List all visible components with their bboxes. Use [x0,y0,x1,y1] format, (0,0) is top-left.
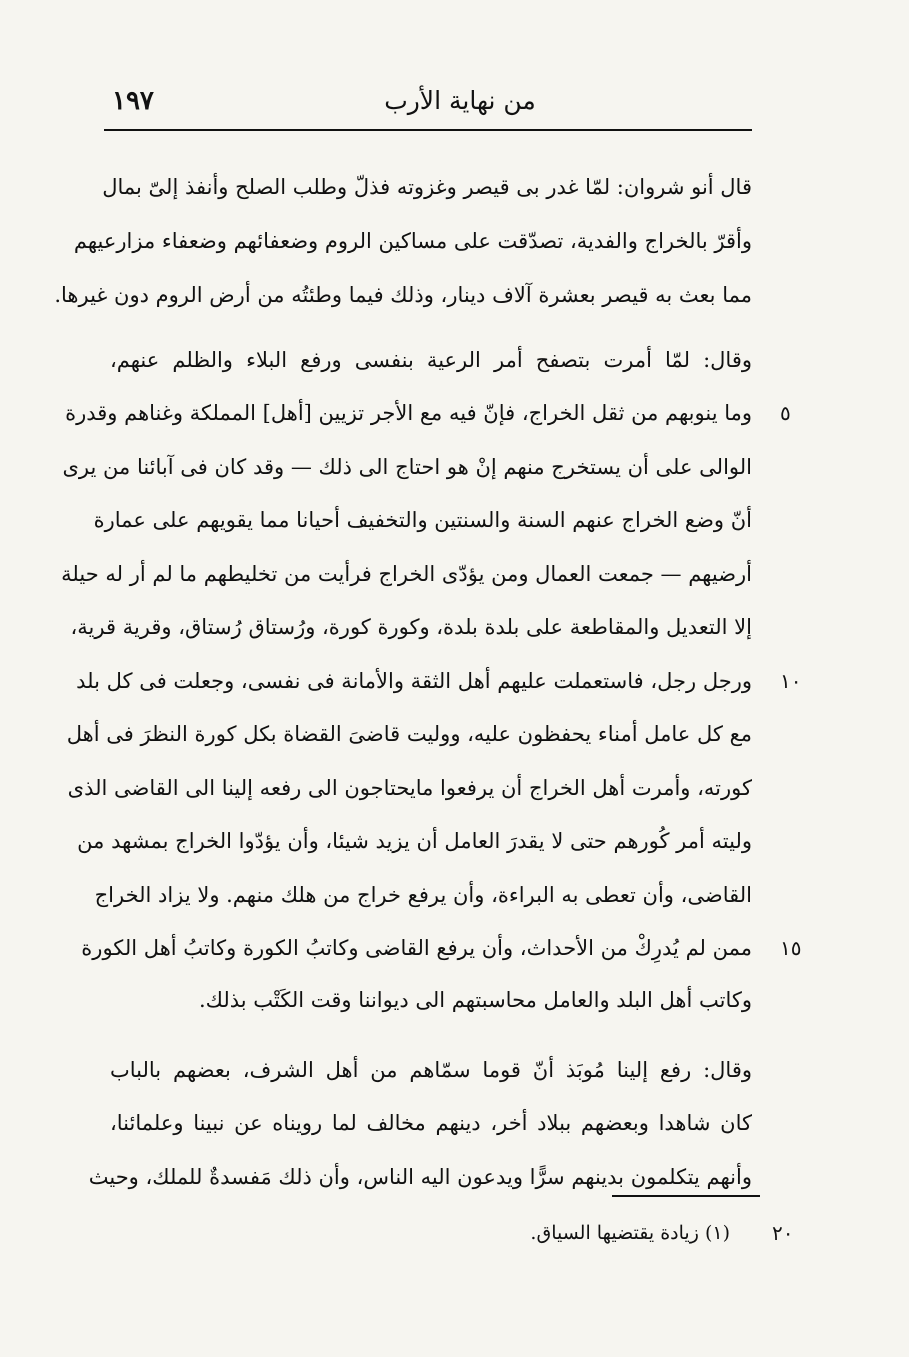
margin-line-number: ١٠ [780,669,802,693]
page-number: ١٩٧ [112,86,154,116]
text-line: وليته أمر كُورهم حتى لا يقدرَ العامل أن يزيد شيئا، وأن يؤدّوا الخراج بمشهد من [77,829,752,853]
footnote [400,1218,730,1248]
text-line: الوالى على أن يستخرج منهم إنْ هو احتاج الى ذلك — وقد كان فى آبائنا من يرى [62,455,752,479]
footnote-rule [612,1195,760,1197]
text-line: وكاتب أهل البلد والعامل محاسبتهم الى ديواننا وقت الكَتْب بذلك. [198,988,752,1012]
text-line: كان شاهدا وبعضهم ببلاد أخر، دينهم مخالف لما رويناه عن نبينا وعلمائنا، [110,1111,752,1135]
footnote-marker: (١) [704,1222,730,1244]
text-line: قال أنو شروان: لمّا غدر بى قيصر وغزوته فذلّ وطلب الصلح وأنفذ إلىّ بمال [102,175,752,199]
text-line: مما بعث به قيصر بعشرة آلاف دينار، وذلك فيما وطئتُه من أرض الروم دون غيرها. [54,283,752,307]
header-rule [104,129,752,131]
text-line: وقال: رفع إلينا مُوبَذ أنّ قوما سمّاهم من أهل الشرف، بعضهم بالباب [110,1058,752,1082]
text-line: أنّ وضع الخراج عنهم السنة والسنتين والتخفيف أحيانا مما يقويهم على عمارة [93,508,752,532]
text-line: أرضيهم — جمعت العمال ومن يؤدّى الخراج فرأيت من تخليطهم ما لم أر له حيلة [61,562,752,586]
footnote-line-number: ٢٠ [772,1221,794,1245]
text-line: ممن لم يُدرِكْ من الأحداث، وأن يرفع القاضى وكاتبُ الكورة وكاتبُ أهل الكورة [81,936,752,960]
text-line: إلا التعديل والمقاطعة على بلدة بلدة، وكورة كورة، ورُستاق رُستاق، وقرية قرية، [70,615,752,639]
text-line: وقال: لمّا أمرت بتصفح أمر الرعية بنفسى ورفع البلاء والظلم عنهم، [110,348,752,372]
text-line: وأنهم يتكلمون بدينهم سرًّا ويدعون اليه الناس، وأن ذلك مَفسدةٌ للملك، وحيث [88,1165,752,1189]
text-line: وأقرّ بالخراج والفدية، تصدّقت على مساكين الروم وضعفائهم وضعفاء مزارعيهم [73,229,752,253]
footnote-text: زيادة يقتضيها السياق. [530,1222,699,1244]
running-header: من نهاية الأرب [384,86,536,115]
text-line: وما ينوبهم من ثقل الخراج، فإنّ فيه مع الأجر تزيين [أهل] المملكة وغناهم وقدرة [65,401,752,425]
text-line: مع كل عامل أمناء يحفظون عليه، ووليت قاضىَ القضاة بكل كورة النظرَ فى أهل [66,722,752,746]
text-line: ورجل رجل، فاستعملت عليهم أهل الثقة والأمانة فى نفسى، وجعلت فى كل بلد [76,669,752,693]
text-line: القاضى، وأن تعطى به البراءة، وأن يرفع خراج من هلك منهم. ولا يزاد الخراج [94,883,752,907]
margin-line-number: ١٥ [780,936,802,960]
margin-line-number: ٥ [780,401,791,425]
text-line: كورته، وأمرت أهل الخراج أن يرفعوا مايحتاجون الى رفعه إلينا الى القاضى الذى [67,776,752,800]
